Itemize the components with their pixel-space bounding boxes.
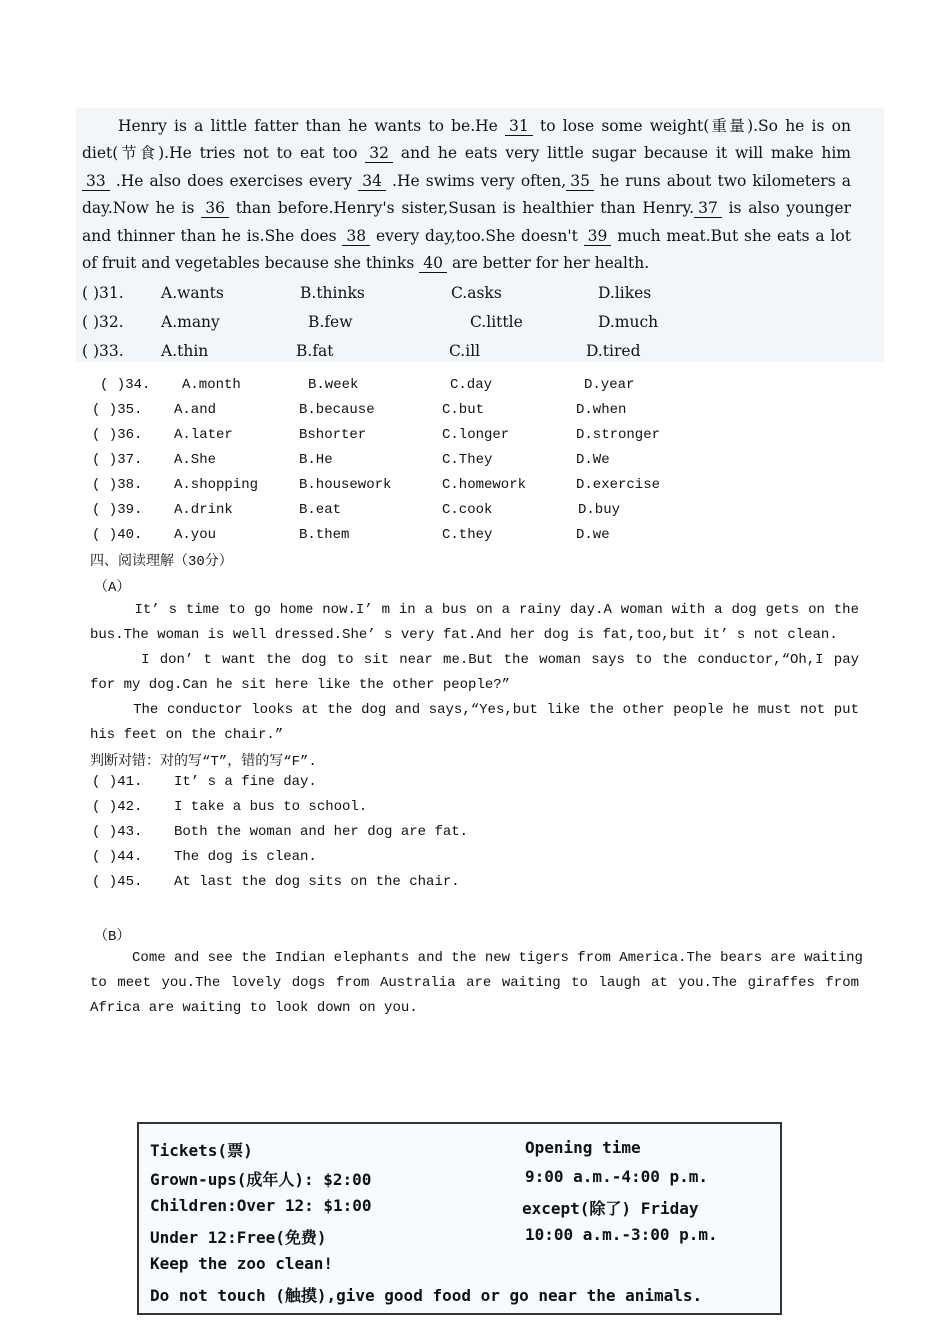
children-price: Children:Over 12: $1:00 xyxy=(150,1196,372,1215)
option-b: B.week xyxy=(308,377,359,393)
zoo-notice-box xyxy=(137,1122,782,1315)
option-d: D.stronger xyxy=(576,427,661,443)
passage-line: his feet on the chair.” xyxy=(90,727,284,743)
keep-clean-notice: Keep the zoo clean! xyxy=(150,1254,334,1273)
option-c: C.asks xyxy=(451,284,502,302)
question-number: ( )40. xyxy=(92,527,143,543)
option-a: A.month xyxy=(182,377,241,393)
section-title: 四、阅读理解（30分） xyxy=(90,554,233,570)
part-a-label: （A） xyxy=(94,580,131,596)
option-a: A.drink xyxy=(174,502,233,518)
passage-line: to meet you.The lovely dogs from Australia are waiting to laugh at you.The giraffes from xyxy=(90,975,859,991)
option-d: D.much xyxy=(598,313,659,331)
passage-line: The conductor looks at the dog and says,“Yes,but like the other people he must not put xyxy=(133,702,859,718)
tf-instruction: 判断对错：对的写“T”，错的写“F”. xyxy=(90,754,317,770)
cloze-line-4: day.Now he is 36 than before.Henry's sister,Susan is healthier than Henry. 37 is also younger xyxy=(82,199,851,218)
blank-32: 32 xyxy=(365,145,393,163)
option-b: B.few xyxy=(308,313,353,331)
blank-38: 38 xyxy=(342,228,370,246)
option-b: B.housework xyxy=(299,477,392,493)
rules-notice: Do not touch (触摸),give good food or go near the animals. xyxy=(150,1286,703,1305)
passage-line: Africa are waiting to look down on you. xyxy=(90,1000,418,1016)
cloze-passage xyxy=(82,113,851,277)
question-number: ( )39. xyxy=(92,502,143,518)
passage-a xyxy=(90,598,859,748)
cloze-line-1: Henry is a little fatter than he wants to be.He 31 to lose some weight(重量).So he is on xyxy=(118,117,851,135)
passage-line: It’ s time to go home now.I’ m in a bus on a rainy day.A woman with a dog gets on the xyxy=(134,602,859,618)
passage-line: bus.The woman is well dressed.She’ s very fat.And her dog is fat,too,but it’ s not clean. xyxy=(90,627,838,643)
option-d: D.we xyxy=(576,527,610,543)
blank-40: 40 xyxy=(419,255,447,273)
option-b: B.eat xyxy=(299,502,342,518)
option-a: A.and xyxy=(174,402,217,418)
option-a: A.She xyxy=(174,452,217,468)
question-number: ( )32. xyxy=(82,313,124,331)
blank-36: 36 xyxy=(201,200,229,218)
option-b: B.them xyxy=(299,527,350,543)
option-c: C.day xyxy=(450,377,493,393)
option-c: C.longer xyxy=(442,427,510,443)
option-a: A.thin xyxy=(161,342,209,360)
option-a: A.wants xyxy=(161,284,224,302)
option-c: C.they xyxy=(442,527,493,543)
passage-line: for my dog.Can he sit here like the other people?” xyxy=(90,677,511,693)
option-b: Bshorter xyxy=(299,427,367,443)
option-d: D.when xyxy=(576,402,627,418)
option-b: B.fat xyxy=(296,342,334,360)
passage-line: Come and see the Indian elephants and the new tigers from America.The bears are waiting xyxy=(132,950,863,966)
tickets-heading: Tickets(票) xyxy=(150,1141,253,1160)
blank-35: 35 xyxy=(566,173,594,191)
option-c: C.homework xyxy=(442,477,527,493)
cloze-line-5: and thinner than he is.She does 38 every day,too.She doesn't 39 much meat.But she eats a lot xyxy=(82,226,851,245)
option-d: D.year xyxy=(584,377,635,393)
grownups-price: Grown-ups(成年人): $2:00 xyxy=(150,1170,372,1189)
question-number: ( )36. xyxy=(92,427,143,443)
option-b: B.He xyxy=(299,452,333,468)
option-a: A.many xyxy=(161,313,220,331)
option-b: B.thinks xyxy=(300,284,365,302)
option-a: A.you xyxy=(174,527,217,543)
option-b: B.because xyxy=(299,402,375,418)
blank-37: 37 xyxy=(694,200,722,218)
blank-34: 34 xyxy=(358,173,386,191)
question-number: ( )38. xyxy=(92,477,143,493)
question-number: ( )34. xyxy=(100,377,151,393)
under12-price: Under 12:Free(免费) xyxy=(150,1228,327,1247)
part-b-label: （B） xyxy=(94,929,131,945)
option-c: C.ill xyxy=(449,342,481,360)
option-d: D.buy xyxy=(578,502,621,518)
cloze-line-6: of fruit and vegetables because she thinks 40 are better for her health. xyxy=(82,254,650,273)
option-d: D.We xyxy=(576,452,610,468)
passage-b xyxy=(90,946,863,1021)
blank-39: 39 xyxy=(584,228,612,246)
blank-31: 31 xyxy=(505,118,533,136)
option-c: C.cook xyxy=(442,502,493,518)
friday-hours: 10:00 a.m.-3:00 p.m. xyxy=(525,1225,718,1244)
opening-time-heading: Opening time xyxy=(525,1138,641,1157)
option-a: A.shopping xyxy=(174,477,259,493)
except-friday: except(除了) Friday xyxy=(522,1199,699,1218)
question-number: ( )37. xyxy=(92,452,143,468)
blank-33: 33 xyxy=(82,173,110,191)
question-number: ( )35. xyxy=(92,402,143,418)
option-d: D.tired xyxy=(586,342,641,360)
opening-hours: 9:00 a.m.-4:00 p.m. xyxy=(525,1167,709,1186)
option-d: D.likes xyxy=(598,284,652,302)
cloze-line-2: diet(节食).He tries not to eat too 32 and he eats very little sugar because it will make him xyxy=(82,144,851,163)
question-number: ( )33. xyxy=(82,342,124,360)
option-c: C.little xyxy=(470,313,523,331)
passage-line: I don’ t want the dog to sit near me.But the woman says to the conductor,“Oh,I pay xyxy=(141,652,859,668)
question-number: ( )31. xyxy=(82,284,124,302)
option-a: A.later xyxy=(174,427,233,443)
option-c: C.but xyxy=(442,402,485,418)
cloze-line-3: 33 .He also does exercises every 34 .He swims very often, 35 he runs about two kilometers a xyxy=(82,168,851,195)
option-d: D.exercise xyxy=(576,477,661,493)
option-c: C.They xyxy=(442,452,493,468)
